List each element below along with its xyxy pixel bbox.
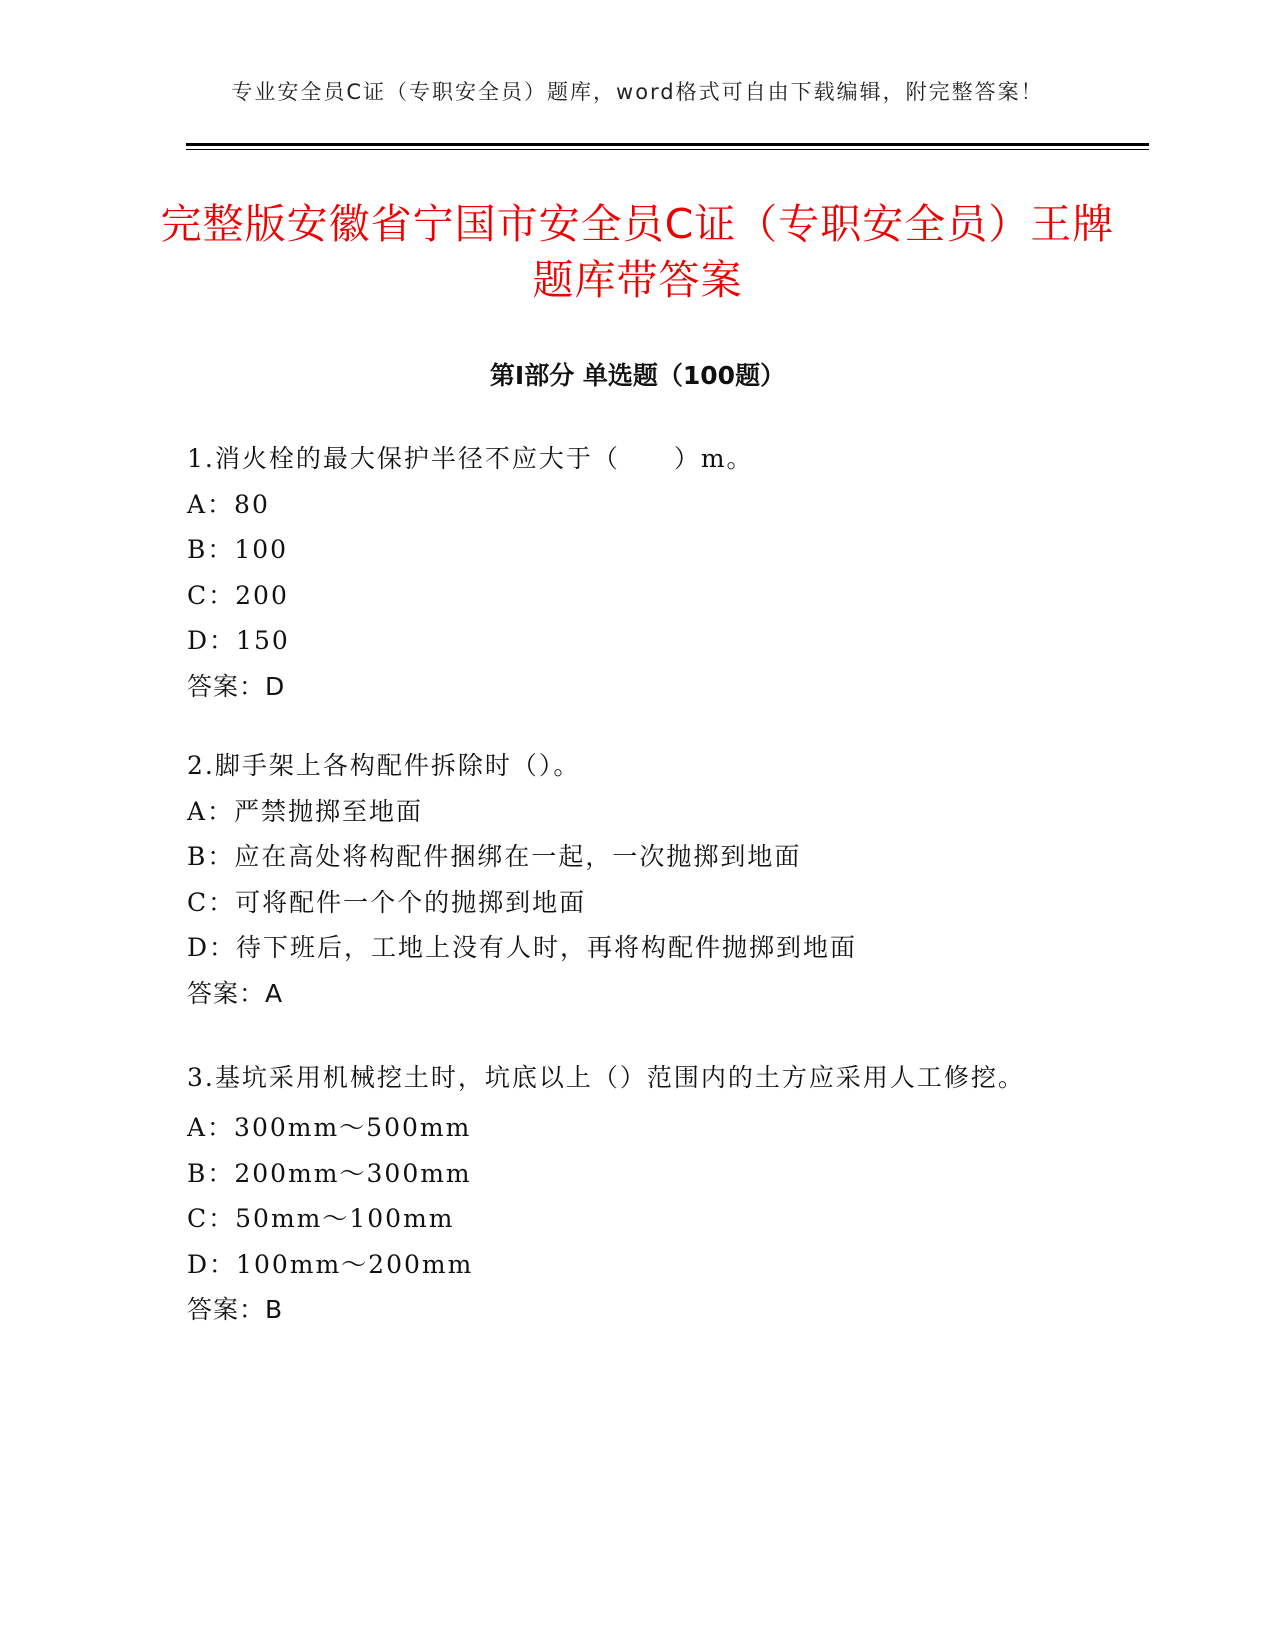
question-1 bbox=[187, 436, 1087, 709]
option-d: D：待下班后，工地上没有人时，再将构配件抛掷到地面 bbox=[187, 933, 858, 962]
option-c: C：50mm～100mm bbox=[187, 1204, 455, 1233]
option-a: A：严禁抛掷至地面 bbox=[187, 796, 424, 826]
question-stem: 1.消火栓的最大保护半径不应大于（ ）m。 bbox=[187, 444, 754, 473]
question-stem: 2.脚手架上各构配件拆除时（）。 bbox=[187, 751, 581, 780]
option-d: D：100mm～200mm bbox=[187, 1249, 474, 1279]
option-d: D：150 bbox=[187, 626, 290, 655]
option-c: C：200 bbox=[187, 580, 289, 610]
option-a: A：300mm～500mm bbox=[187, 1113, 472, 1142]
question-stem: 3.基坑采用机械挖土时，坑底以上（）范围内的土方应采用人工修挖。 bbox=[187, 1063, 1025, 1092]
document-title: 完整版安徽省宁国市安全员C证（专职安全员）王牌题库带答案 bbox=[160, 200, 1115, 304]
header-rule-thick bbox=[186, 143, 1149, 146]
question-list bbox=[187, 436, 1087, 1367]
option-b: B：应在高处将构配件捆绑在一起，一次抛掷到地面 bbox=[187, 842, 802, 871]
answer-line: 答案：B bbox=[187, 1295, 284, 1324]
option-c: C：可将配件一个个的抛掷到地面 bbox=[187, 887, 587, 917]
option-b: B：200mm～300mm bbox=[187, 1158, 472, 1188]
question-2 bbox=[187, 743, 1087, 1016]
answer-line: 答案：A bbox=[187, 978, 284, 1008]
header-rule-thin bbox=[186, 149, 1149, 150]
answer-line: 答案：D bbox=[187, 671, 286, 701]
option-a: A：80 bbox=[187, 489, 270, 519]
page-header: 专业安全员C证（专职安全员）题库，word格式可自由下载编辑，附完整答案！ bbox=[231, 80, 1044, 104]
section-heading: 第Ⅰ部分 单选题（100题） bbox=[489, 361, 786, 390]
question-3 bbox=[187, 1050, 1087, 1333]
option-b: B：100 bbox=[187, 535, 289, 564]
